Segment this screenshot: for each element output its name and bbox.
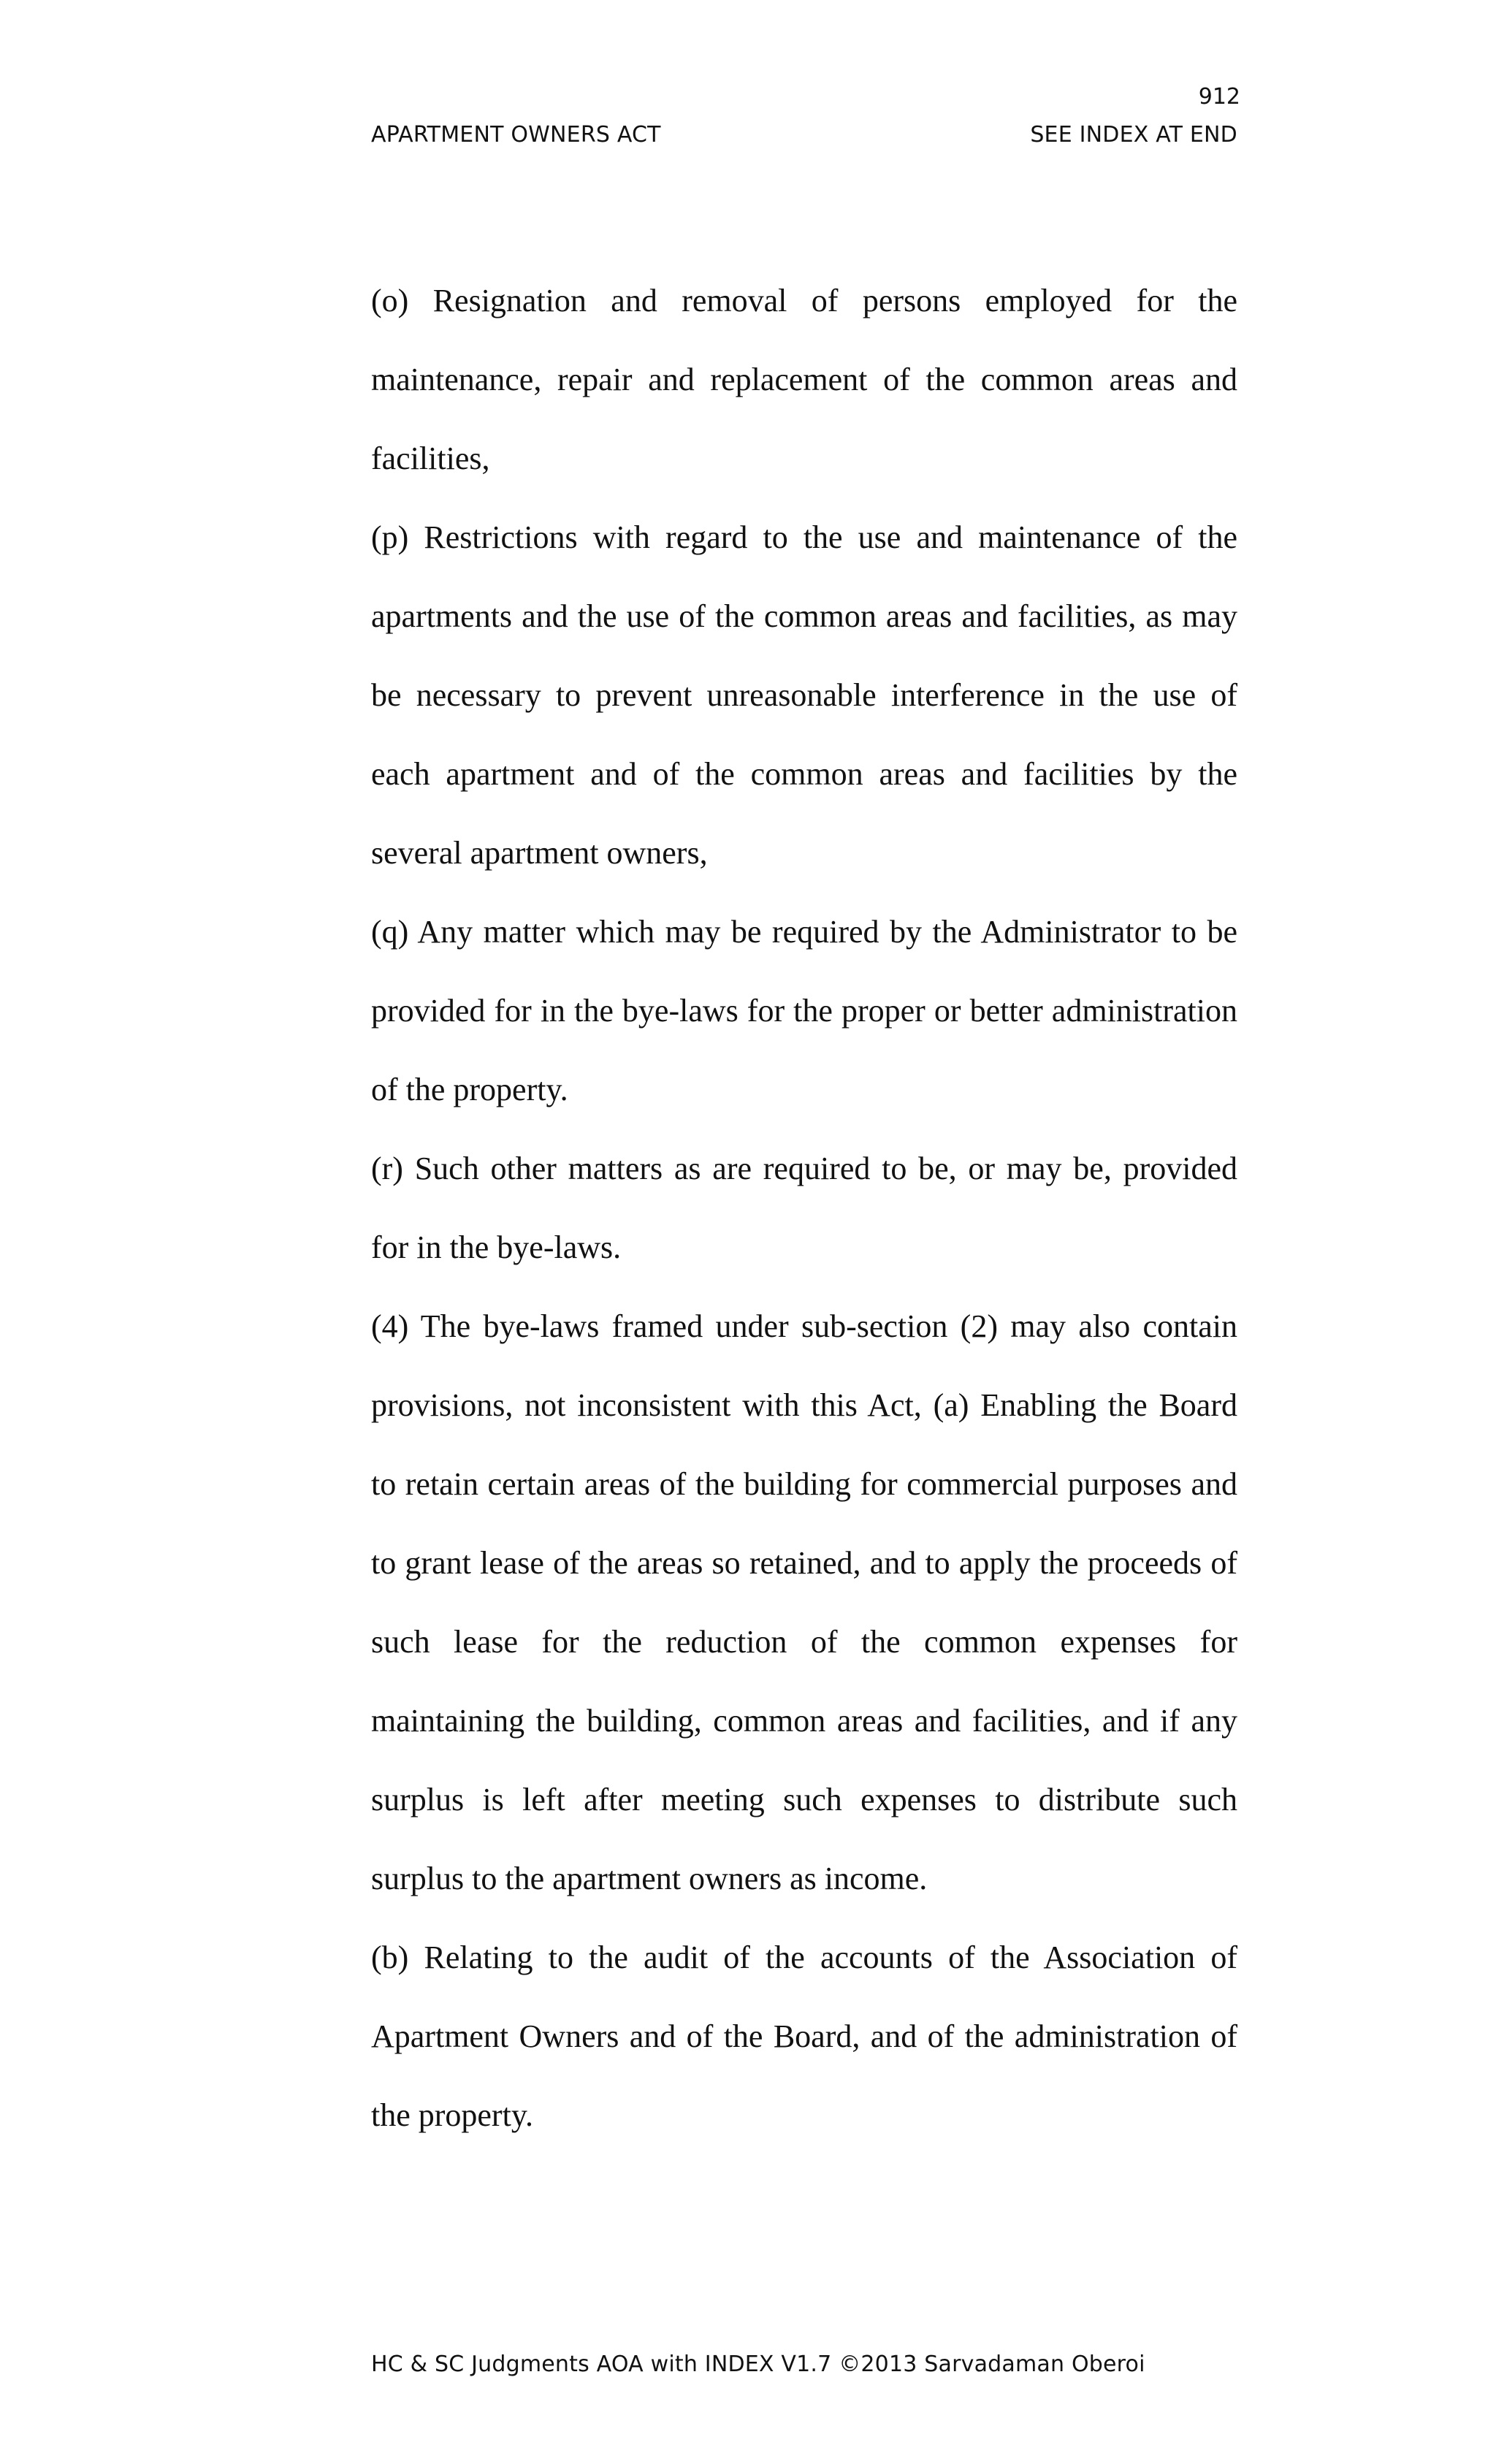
paragraph-b: (b) Relating to the audit of the accounts of the Association of Apartment Owners and of the Board, and of the administration of the property.: [371, 1939, 1237, 2133]
paragraph-r: (r) Such other matters as are required to be, or may be, provided for in the bye-laws.: [371, 1151, 1237, 1265]
header-title: APARTMENT OWNERS ACT: [371, 122, 661, 148]
paragraph-p: (p) Restrictions with regard to the use and maintenance of the apartments and the use of the common areas and facilities, as may be necessary to prevent unreasonable interference in the use of each apartment and of the common areas and facilities by the several apartment owners,: [371, 519, 1237, 871]
paragraph-q: (q) Any matter which may be required by the Administrator to be provided for in the bye-laws for the proper or better administration of the property.: [371, 914, 1237, 1107]
running-header: [371, 124, 1237, 146]
page-footer: HC & SC Judgments AOA with INDEX V1.7 ©2013 Sarvadaman Oberoi: [371, 2352, 1145, 2377]
paragraph-4a: (4) The bye-laws framed under sub-section (2) may also contain provisions, not inconsistent with this Act, (a) Enabling the Board to retain certain areas of the building for commercial purposes and to grant lease of the areas so retained, and to apply the proceeds of such lease for the reduction of the common expenses for maintaining the building, common areas and facilities, and if any surplus is left after meeting such expenses to distribute such surplus to the apartment owners as income.: [371, 1308, 1237, 1896]
page-number: 912: [1198, 84, 1240, 110]
header-index-note: SEE INDEX AT END: [1030, 122, 1237, 148]
paragraph-o: (o) Resignation and removal of persons employed for the maintenance, repair and replacement of the common areas and facilities,: [371, 283, 1237, 476]
document-body: [371, 262, 1237, 2155]
